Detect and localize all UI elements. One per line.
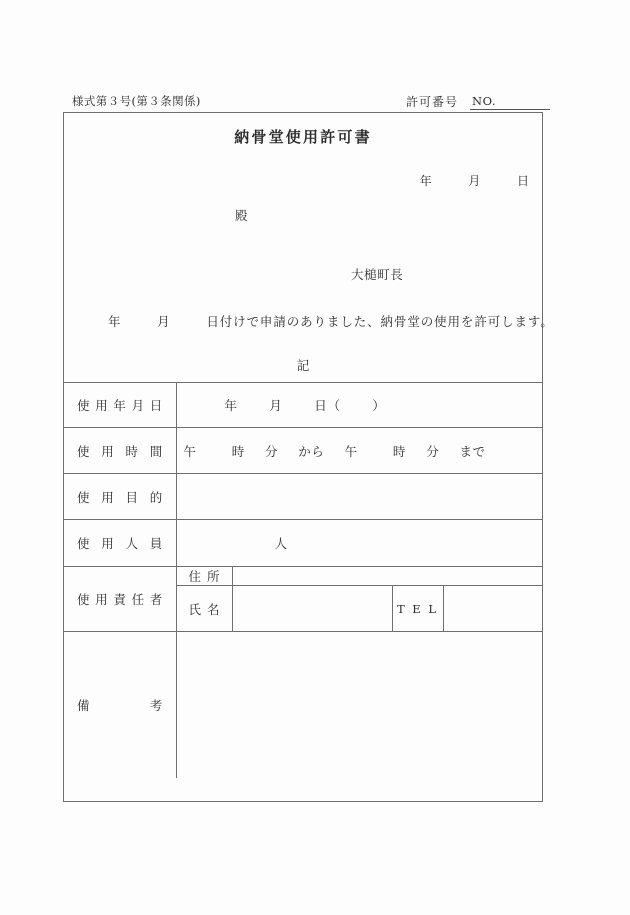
label-char: 備 [77, 697, 90, 713]
row-label-use-time [64, 428, 176, 474]
table-row [64, 474, 542, 520]
use-time-start-hour: 時 [231, 443, 245, 459]
use-date-month: 月 [269, 398, 283, 413]
use-time-until: まで [459, 443, 486, 459]
label-char: 目 [125, 489, 139, 505]
tel-label-cell [392, 586, 443, 632]
use-date-weekday-close: ） [372, 398, 386, 413]
use-count-label [64, 534, 176, 552]
note-marker: 記 [296, 358, 310, 373]
label-char: 氏 [188, 601, 202, 617]
page-title: 納骨堂使用許可書 [234, 128, 372, 146]
label-char: 使 [77, 489, 90, 505]
use-date-value [177, 396, 543, 414]
label-char: 使 [77, 592, 90, 607]
label-char: 任 [131, 592, 145, 607]
label-char: 人 [125, 536, 139, 551]
label-char: 名 [206, 601, 220, 617]
addressee-honorific: 殿 [235, 208, 248, 223]
label-char: 考 [149, 697, 163, 713]
row-label-remarks [64, 632, 176, 778]
use-time-value [177, 442, 543, 460]
use-date-year: 年 [224, 398, 238, 413]
remarks-field[interactable] [176, 632, 542, 778]
issuer-name: 大槌町長 [351, 267, 404, 282]
table-row [64, 632, 542, 778]
use-time-end-min: 分 [426, 443, 440, 459]
label-char: 間 [149, 443, 163, 459]
label-char: 員 [149, 536, 163, 551]
row-label-responsible-person [64, 567, 176, 632]
permission-statement-text: 日付けで申請のありました、納骨堂の使用を許可します。 [206, 314, 554, 329]
use-time-end-hour: 時 [392, 443, 407, 459]
use-time-start-ampm: 午 [183, 443, 197, 459]
use-time-from: から [298, 443, 325, 459]
use-date-field[interactable] [176, 383, 542, 428]
permission-statement [108, 312, 554, 330]
label-char: 用 [101, 443, 114, 459]
document-header [63, 93, 550, 113]
label-char: 使 [77, 443, 90, 459]
address-field[interactable] [232, 567, 542, 586]
address-label [177, 567, 232, 585]
tel-field[interactable] [443, 586, 542, 632]
responsible-person-label [64, 590, 176, 608]
use-time-start-min: 分 [265, 443, 279, 459]
permit-number-field[interactable]: NO. [470, 94, 550, 110]
row-label-use-date [64, 383, 176, 428]
label-char: 住 [188, 569, 202, 584]
label-char: 年 [113, 398, 127, 413]
label-char: 者 [149, 592, 163, 607]
use-time-label [64, 442, 176, 460]
label-char: 使 [77, 398, 90, 413]
row-label-use-purpose [64, 474, 176, 520]
issue-date-year: 年 [419, 174, 433, 188]
label-char: 用 [95, 398, 108, 413]
form-number-label: 様式第３号(第３条関係) [72, 94, 201, 108]
use-count-field[interactable] [176, 520, 542, 567]
label-char: 的 [149, 489, 163, 505]
name-label [177, 600, 232, 618]
label-char: 所 [206, 569, 220, 584]
name-field[interactable] [232, 586, 392, 632]
use-time-field[interactable] [176, 428, 542, 474]
use-purpose-label [64, 488, 176, 506]
label-char: 用 [95, 592, 108, 607]
name-label-cell [176, 586, 232, 632]
tel-label: T E L [396, 601, 438, 616]
use-time-end-ampm: 午 [344, 443, 358, 459]
table-row [64, 428, 542, 474]
issue-date-line [420, 172, 530, 189]
permit-number-label: 許可番号 [405, 95, 458, 109]
use-date-label [64, 396, 176, 414]
form-preamble [64, 113, 554, 382]
use-purpose-field[interactable] [176, 474, 542, 520]
label-char: 日 [149, 398, 163, 413]
permit-number-group [406, 93, 550, 110]
form-table [64, 382, 542, 778]
label-char: 用 [101, 489, 114, 505]
issue-date-day: 日 [516, 174, 530, 188]
use-count-unit: 人 [274, 536, 288, 551]
issue-date-month: 月 [468, 174, 482, 188]
form-frame [63, 112, 554, 802]
label-char: 責 [113, 592, 127, 607]
row-label-use-count [64, 520, 176, 567]
remarks-label [64, 696, 176, 714]
application-year: 年 [108, 314, 122, 329]
label-char: 月 [131, 398, 145, 413]
application-month: 月 [157, 314, 171, 329]
address-label-cell [176, 567, 232, 586]
use-date-day: 日（ [314, 398, 341, 413]
table-row [64, 520, 542, 567]
table-row [64, 383, 542, 428]
label-char: 使 [77, 536, 90, 551]
label-char: 用 [101, 536, 114, 551]
label-char: 時 [125, 443, 139, 459]
table-row [64, 567, 542, 586]
